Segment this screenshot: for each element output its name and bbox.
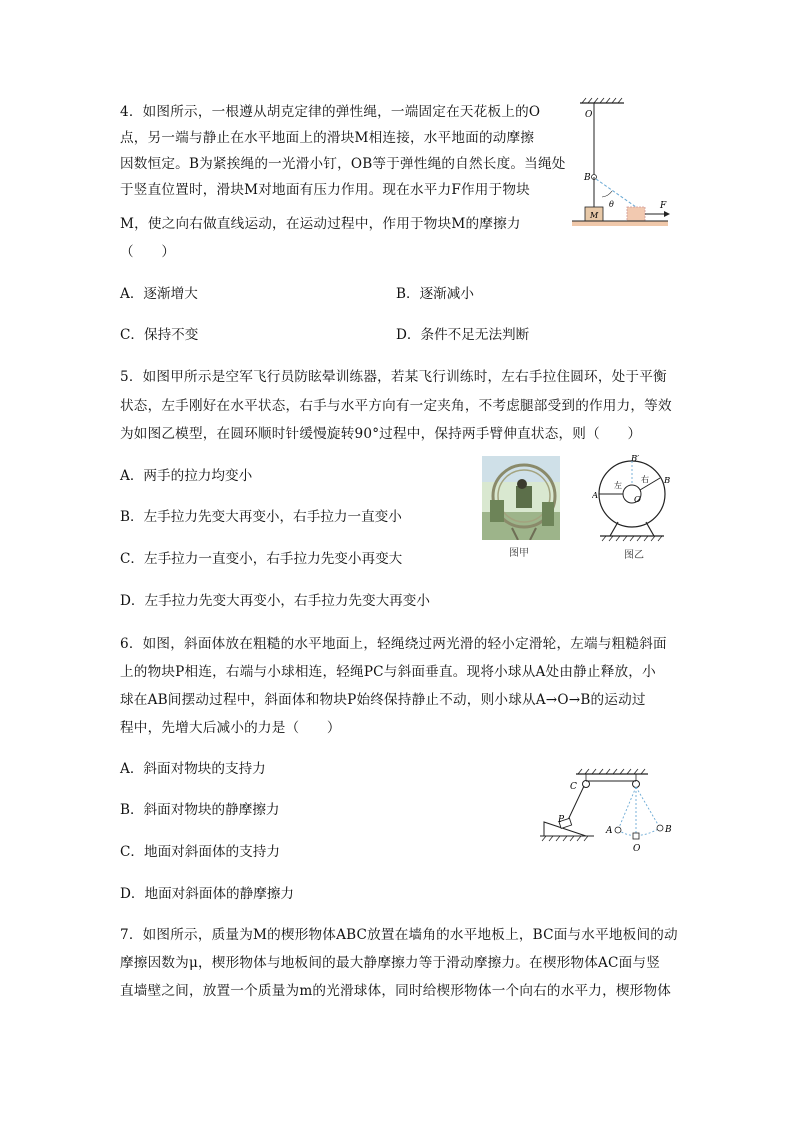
q6-label-c: C bbox=[570, 782, 577, 792]
q7-line-1: 7．如图所示，质量为M的楔形物体ABC放置在墙角的水平地板上，BC面与水平地板间的动 bbox=[120, 927, 678, 943]
q6-option-b[interactable]: B．斜面对物块的静摩擦力 bbox=[120, 802, 280, 818]
q6-label-b: B bbox=[665, 825, 672, 835]
q5-option-d[interactable]: D．左手拉力先变大再变小，右手拉力先变大再变小 bbox=[120, 593, 430, 609]
q4-label-theta: θ bbox=[609, 200, 614, 209]
q4-figure bbox=[566, 95, 678, 230]
q6-option-c[interactable]: C．地面对斜面体的支持力 bbox=[120, 844, 280, 860]
q5-model-figure bbox=[592, 452, 682, 544]
q5-label-b-prime: B′ bbox=[631, 454, 640, 464]
q5-label-a: A bbox=[592, 491, 599, 501]
q4-line-6: （ ） bbox=[120, 244, 176, 260]
q6-line-3: 球在AB间摆动过程中，斜面体和物块P始终保持静止不动，则小球从A→O→B的运动过 bbox=[120, 692, 646, 708]
q5-label-right: 右 bbox=[641, 475, 649, 484]
q6-figure bbox=[536, 764, 684, 856]
q5-caption-b: 图乙 bbox=[624, 550, 644, 561]
q4-label-f: F bbox=[660, 201, 667, 211]
q4-line-4: 于竖直位置时，滑块M对地面有压力作用。现在水平力F作用于物块 bbox=[120, 182, 530, 198]
q4-option-c[interactable]: C．保持不变 bbox=[120, 327, 199, 343]
q6-label-o: O bbox=[633, 844, 641, 854]
q4-line-2: 点，另一端与静止在水平地面上的滑块M相连接，水平地面的动摩擦 bbox=[120, 130, 535, 146]
q4-label-b: B bbox=[584, 173, 591, 183]
q6-option-a[interactable]: A．斜面对物块的支持力 bbox=[120, 761, 266, 777]
q4-line-3: 因数恒定。B为紧挨绳的一光滑小钉，OB等于弹性绳的自然长度。当绳处 bbox=[120, 156, 566, 172]
q5-label-left: 左 bbox=[614, 481, 622, 490]
q6-label-a: A bbox=[606, 826, 613, 836]
q6-label-p: P bbox=[558, 815, 565, 825]
q6-line-2: 上的物块P相连，右端与小球相连，轻绳PC与斜面垂直。现将小球从A处由静止释放，小 bbox=[120, 664, 656, 680]
q7-line-3: 直墙壁之间，放置一个质量为m的光滑球体，同时给楔形物体一个向右的水平力，楔形物体 bbox=[120, 983, 672, 999]
q5-line-3: 为如图乙模型，在圆环顺时针缓慢旋转90°过程中，保持两手臂伸直状态，则（ ） bbox=[120, 426, 642, 442]
q6-line-4: 程中，先增大后减小的力是（ ） bbox=[120, 720, 341, 736]
q5-line-2: 状态，左手刚好在水平状态，右手与水平方向有一定夹角，不考虑腿部受到的作用力，等效 bbox=[120, 398, 672, 414]
q5-line-1: 5．如图甲所示是空军飞行员防眩晕训练器，若某飞行训练时，左右手拉住圆环，处于平衡 bbox=[120, 369, 667, 385]
q4-option-b[interactable]: B．逐渐减小 bbox=[396, 286, 474, 302]
q6-option-d[interactable]: D．地面对斜面体的静摩擦力 bbox=[120, 886, 295, 902]
q5-option-b[interactable]: B．左手拉力先变大再变小，右手拉力一直变小 bbox=[120, 509, 402, 525]
q4-option-d[interactable]: D．条件不足无法判断 bbox=[396, 327, 530, 343]
q6-line-1: 6．如图，斜面体放在粗糙的水平地面上，轻绳绕过两光滑的轻小定滑轮，左端与粗糙斜面 bbox=[120, 636, 667, 652]
q5-caption-a: 图甲 bbox=[509, 548, 529, 559]
q4-label-m: M bbox=[590, 211, 599, 220]
q4-line-5: M，使之向右做直线运动，在运动过程中，作用于物块M的摩擦力 bbox=[120, 216, 521, 232]
q5-option-a[interactable]: A．两手的拉力均变小 bbox=[120, 468, 253, 484]
q5-label-b: B bbox=[664, 476, 671, 486]
q5-option-c[interactable]: C．左手拉力一直变小，右手拉力先变小再变大 bbox=[120, 551, 403, 567]
q7-line-2: 摩擦因数为μ，楔形物体与地板间的最大静摩擦力等于滑动摩擦力。在楔形物体AC面与竖 bbox=[120, 955, 661, 971]
q5-label-o: O bbox=[634, 495, 641, 505]
q4-line-1: 4．如图所示，一根遵从胡克定律的弹性绳，一端固定在天花板上的O bbox=[120, 104, 541, 120]
q4-label-o: O bbox=[585, 110, 593, 120]
q4-option-a[interactable]: A．逐渐增大 bbox=[120, 286, 198, 302]
q5-photo-figure bbox=[482, 456, 560, 540]
